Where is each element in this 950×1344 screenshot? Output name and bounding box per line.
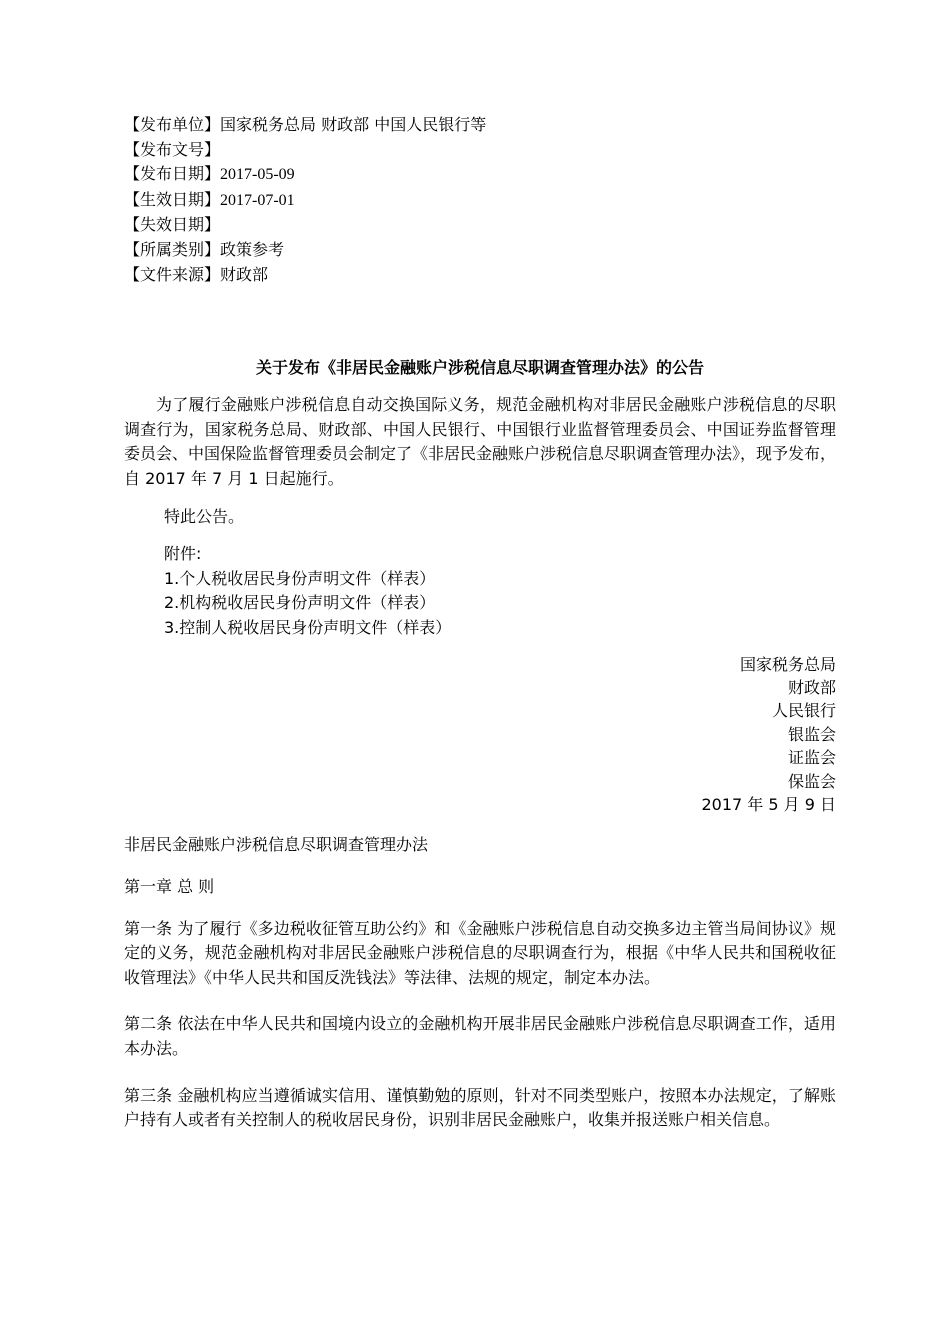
attachments-label: 附件:	[164, 544, 202, 564]
meta-value: 财政部	[220, 264, 269, 284]
signatory: 银监会	[787, 724, 836, 744]
measures-title: 非居民金融账户涉税信息尽职调查管理办法	[124, 835, 429, 855]
meta-row	[124, 213, 836, 238]
article-1: 第一条 为了履行《多边税收征管互助公约》和《金融账户涉税信息自动交换多边主管当局间协议》规定的义务，规范金融机构对非居民金融账户涉税信息的尽职调查行为，根据《中华人民共和国税收征收管理法》《中华人民共和国反洗钱法》等法律、法规的规定，制定本办法。	[124, 918, 836, 987]
meta-row	[124, 162, 836, 188]
meta-label: 【生效日期】	[124, 189, 221, 209]
meta-label: 【所属类别】	[124, 239, 221, 259]
article-3: 第三条 金融机构应当遵循诚实信用、谨慎勤勉的原则，针对不同类型账户，按照本办法规定，了解账户持有人或者有关控制人的税收居民身份，识别非居民金融账户，收集并报送账户相关信息。	[124, 1085, 836, 1130]
notice-title: 关于发布《非居民金融账户涉税信息尽职调查管理办法》的公告	[255, 358, 704, 378]
signatory: 证监会	[787, 748, 836, 768]
meta-value: 政策参考	[220, 239, 285, 259]
meta-row	[124, 238, 836, 263]
article-2: 第二条 依法在中华人民共和国境内设立的金融机构开展非居民金融账户涉税信息尽职调查工作，适用本办法。	[124, 1014, 836, 1058]
meta-label: 【文件来源】	[124, 264, 221, 284]
meta-row	[124, 138, 836, 163]
chapter-heading: 第一章 总 则	[124, 876, 215, 896]
signatory: 国家税务总局	[739, 654, 836, 674]
attachment-item: 3.控制人税收居民身份声明文件（样表）	[164, 617, 452, 637]
meta-label: 【发布文号】	[124, 139, 221, 159]
attachment-item: 1.个人税收居民身份声明文件（样表）	[164, 568, 436, 588]
metadata-block	[124, 113, 836, 287]
meta-label: 【发布日期】	[124, 164, 221, 184]
meta-label: 【发布单位】	[124, 115, 221, 134]
document-page	[124, 113, 836, 1133]
meta-value: 国家税务总局 财政部 中国人民银行等	[220, 115, 487, 134]
meta-row	[124, 188, 836, 214]
meta-row	[124, 113, 836, 138]
notice-closing: 特此公告。	[164, 506, 245, 526]
meta-value: 2017-05-09	[220, 166, 295, 184]
signatory: 人民银行	[771, 701, 836, 721]
meta-value: 2017-07-01	[220, 191, 295, 209]
signatory: 财政部	[787, 677, 836, 697]
signatory: 保监会	[787, 771, 836, 791]
attachments-block	[124, 542, 836, 640]
notice-body: 为了履行金融账户涉税信息自动交换国际义务，规范金融机构对非居民金融账户涉税信息的尽职调查行为，国家税务总局、财政部、中国人民银行、中国银行业监督管理委员会、中国证券监督管理委员会、中国保险监督管理委员会制定了《非居民金融账户涉税信息尽职调查管理办法》，现予发布，自 2017 年 7 月 1 日起施行。	[124, 395, 837, 488]
signatories-block	[124, 653, 836, 817]
meta-row	[124, 263, 836, 288]
notice-date: 2017 年 5 月 9 日	[701, 794, 836, 814]
attachment-item: 2.机构税收居民身份声明文件（样表）	[164, 593, 436, 613]
meta-label: 【失效日期】	[124, 215, 221, 235]
